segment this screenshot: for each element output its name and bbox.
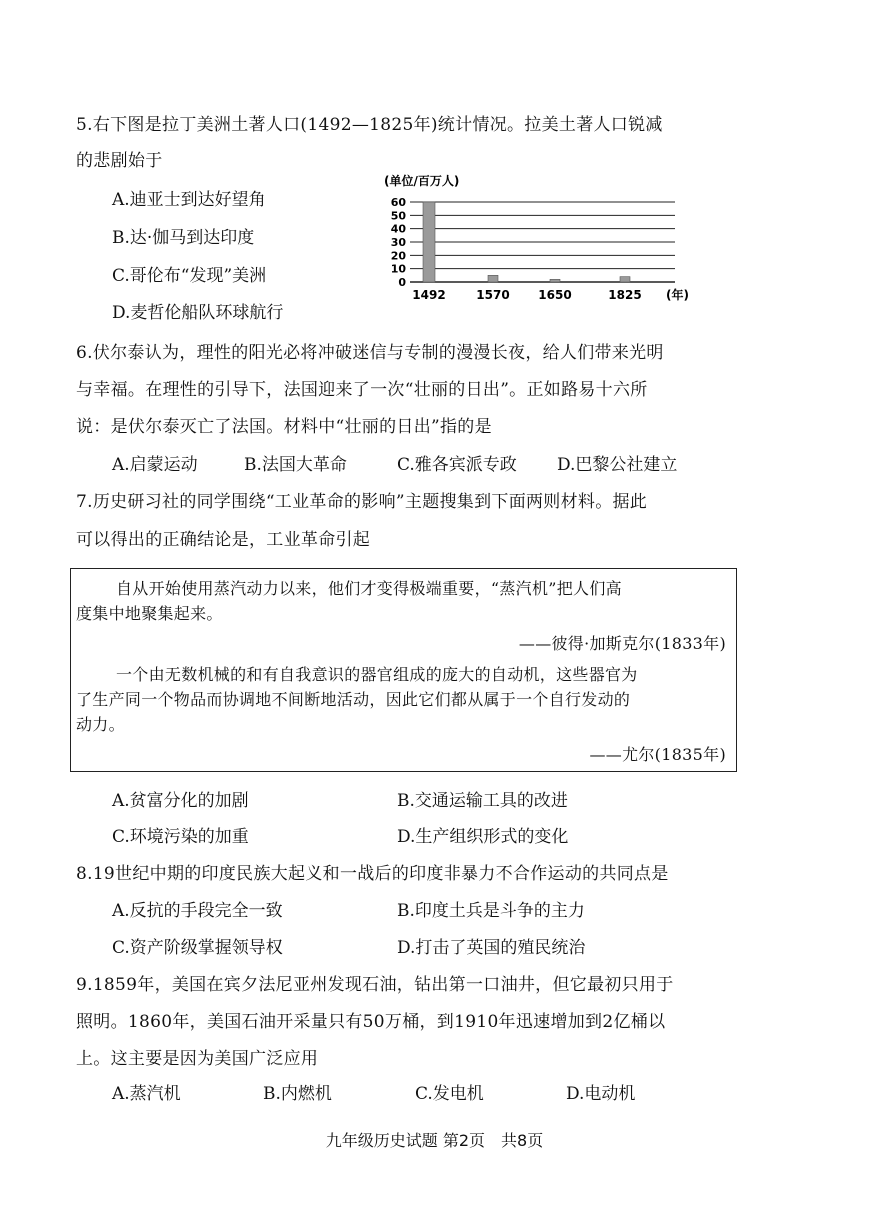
q7-option-b: B.交通运输工具的改进 xyxy=(397,791,568,811)
q9-stem-line1: 9.1859年，美国在宾夕法尼亚州发现石油，钻出第一口油井，但它最初只用于 xyxy=(76,975,674,995)
chart-y-tick-label: 40 xyxy=(390,222,406,236)
q8-option-a: A.反抗的手段完全一致 xyxy=(112,901,283,921)
page-footer: 九年级历史试题 第2页 共8页 xyxy=(325,1131,544,1150)
q7-stem-line1: 7.历史研习社的同学围绕“工业革命的影响”主题搜集到下面两则材料。据此 xyxy=(76,492,648,512)
q8-option-d: D.打击了英国的殖民统治 xyxy=(397,938,586,958)
chart-y-tick-label: 60 xyxy=(390,196,406,209)
q6-stem-line2: 与幸福。在理性的引导下，法国迎来了一次“壮丽的日出”。正如路易十六所 xyxy=(76,380,648,400)
q5-option-a: A.迪亚士到达好望角 xyxy=(112,190,266,210)
q7-stem-line2: 可以得出的正确结论是，工业革命引起 xyxy=(76,530,371,550)
chart-unit-label: (单位/百万人) xyxy=(384,174,460,188)
quote1-source: ——彼得·加斯克尔(1833年) xyxy=(518,634,726,653)
q9-option-c: C.发电机 xyxy=(415,1084,484,1104)
chart-bar xyxy=(620,277,630,282)
q5-option-c: C.哥伦布“发现”美洲 xyxy=(112,266,267,286)
quote1-line1: 自从开始使用蒸汽动力以来，他们才变得极端重要，“蒸汽机”把人们高 xyxy=(116,579,622,598)
q6-option-a: A.启蒙运动 xyxy=(112,455,198,475)
chart-x-unit-label: (年) xyxy=(666,288,689,302)
q6-option-b: B.法国大革命 xyxy=(244,455,347,475)
chart-y-tick-label: 50 xyxy=(390,209,406,223)
chart-y-tick-label: 30 xyxy=(390,236,406,249)
chart-bar xyxy=(488,275,498,282)
q6-stem-line3: 说：是伏尔泰灭亡了法国。材料中“壮丽的日出”指的是 xyxy=(76,417,492,437)
q8-option-b: B.印度土兵是斗争的主力 xyxy=(397,901,585,921)
population-chart xyxy=(370,168,700,308)
q7-option-a: A.贫富分化的加剧 xyxy=(112,791,249,811)
q8-stem-line1: 8.19世纪中期的印度民族大起义和一战后的印度非暴力不合作运动的共同点是 xyxy=(76,864,669,884)
q8-option-c: C.资产阶级掌握领导权 xyxy=(112,938,283,958)
q9-option-a: A.蒸汽机 xyxy=(112,1084,181,1104)
q5-option-d: D.麦哲伦船队环球航行 xyxy=(112,303,284,323)
chart-x-tick-label: 1650 xyxy=(538,288,572,302)
q9-option-d: D.电动机 xyxy=(566,1084,636,1104)
chart-y-tick-label: 10 xyxy=(390,262,406,276)
chart-x-tick-label: 1570 xyxy=(476,288,510,302)
chart-bar xyxy=(550,279,560,282)
quote2-line2: 了生产同一个物品而协调地不间断地活动，因此它们都从属于一个自行发动的 xyxy=(76,690,631,709)
chart-x-tick-label: 1492 xyxy=(412,288,446,302)
q9-stem-line3: 上。这主要是因为美国广泛应用 xyxy=(76,1049,319,1069)
q5-stem-line2: 的悲剧始于 xyxy=(76,151,163,171)
q9-option-b: B.内燃机 xyxy=(263,1084,332,1104)
q5-stem-line1: 5.右下图是拉丁美洲土著人口(1492—1825年)统计情况。拉美土著人口锐减 xyxy=(76,115,663,135)
chart-y-tick-label: 20 xyxy=(390,249,406,263)
chart-bar xyxy=(423,202,435,282)
q9-stem-line2: 照明。1860年，美国石油开采量只有50万桶，到1910年迅速增加到2亿桶以 xyxy=(76,1012,666,1032)
q7-option-d: D.生产组织形式的变化 xyxy=(397,827,569,847)
chart-x-tick-label: 1825 xyxy=(608,288,642,302)
q6-option-c: C.雅各宾派专政 xyxy=(397,455,517,475)
quote2-line3: 动力。 xyxy=(76,715,125,734)
q6-stem-line1: 6.伏尔泰认为，理性的阳光必将冲破迷信与专制的漫漫长夜，给人们带来光明 xyxy=(76,343,664,363)
quote1-line2: 度集中地聚集起来。 xyxy=(76,604,223,623)
q7-option-c: C.环境污染的加重 xyxy=(112,827,249,847)
q6-option-d: D.巴黎公社建立 xyxy=(557,455,678,475)
quote2-source: ——尤尔(1835年) xyxy=(589,745,726,764)
quote2-line1: 一个由无数机械的和有自我意识的器官组成的庞大的自动机，这些器官为 xyxy=(116,665,638,684)
chart-y-tick-label: 0 xyxy=(398,276,406,289)
q5-option-b: B.达·伽马到达印度 xyxy=(112,228,255,248)
